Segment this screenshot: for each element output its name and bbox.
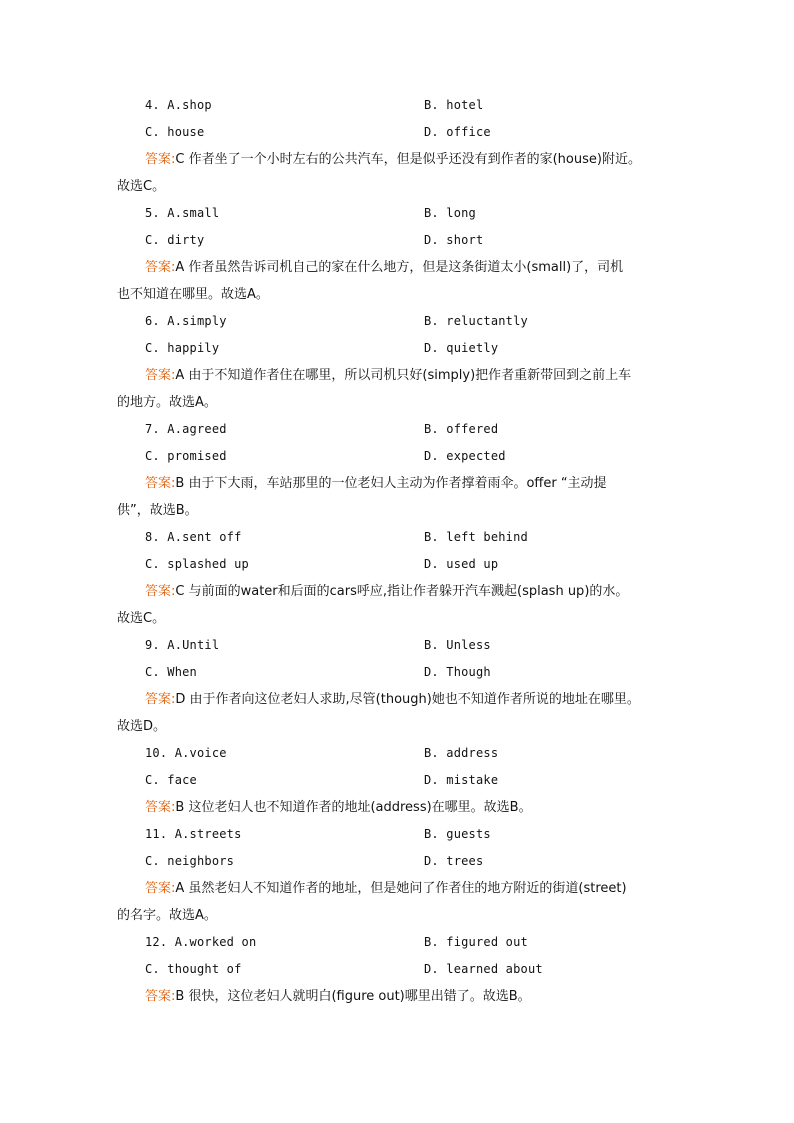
answer-explanation <box>117 254 682 308</box>
question-block <box>0 308 794 416</box>
option-b: B. hotel <box>424 98 484 112</box>
answer-explanation <box>117 794 682 821</box>
option-d: D. expected <box>424 449 506 463</box>
answer-explanation <box>117 686 682 740</box>
options-row <box>0 632 794 659</box>
options-row <box>0 551 794 578</box>
answer-text-continued: 故选C。 <box>117 179 166 194</box>
answer-explanation <box>117 146 682 200</box>
answer-text: A 虽然老妇人不知道作者的地址，但是她问了作者住的地方附近的街道(street) <box>175 881 627 896</box>
option-b: B. left behind <box>424 530 528 544</box>
answer-text: B 由于下大雨，车站那里的一位老妇人主动为作者撑着雨伞。offer “主动提 <box>175 476 607 491</box>
option-d: D. trees <box>424 854 484 868</box>
option-c: C. When <box>145 665 197 679</box>
answer-line <box>117 470 682 497</box>
option-a: 5. A.small <box>145 206 220 220</box>
option-c: C. happily <box>145 341 220 355</box>
option-a: 8. A.sent off <box>145 530 242 544</box>
options-row <box>0 929 794 956</box>
option-a: 11. A.streets <box>145 827 242 841</box>
answer-text: C 与前面的water和后面的cars呼应,指让作者躲开汽车溅起(splash up)的水。 <box>175 584 629 599</box>
answer-explanation <box>117 578 682 632</box>
options-row <box>0 227 794 254</box>
answer-label: 答案: <box>145 989 176 1004</box>
options-row <box>0 821 794 848</box>
answer-line <box>117 578 682 605</box>
answer-label: 答案: <box>145 800 176 815</box>
option-a: 10. A.voice <box>145 746 227 760</box>
answer-line <box>117 794 682 821</box>
option-c: C. house <box>145 125 205 139</box>
question-block <box>0 524 794 632</box>
question-block <box>0 821 794 929</box>
options-row <box>0 119 794 146</box>
answer-label: 答案: <box>145 368 176 383</box>
answer-text-continued: 的名字。故选A。 <box>117 908 217 923</box>
options-row <box>0 416 794 443</box>
question-list <box>0 92 794 1010</box>
answer-explanation <box>117 875 682 929</box>
option-b: B. figured out <box>424 935 528 949</box>
answer-line <box>117 254 682 281</box>
answer-text: A 作者虽然告诉司机自己的家在什么地方，但是这条街道太小(small)了，司机 <box>175 260 624 275</box>
answer-line <box>117 146 682 173</box>
option-c: C. face <box>145 773 197 787</box>
answer-line <box>117 686 682 713</box>
option-c: C. dirty <box>145 233 205 247</box>
options-row <box>0 200 794 227</box>
option-c: C. neighbors <box>145 854 235 868</box>
answer-explanation <box>117 983 682 1010</box>
answer-text: C 作者坐了一个小时左右的公共汽车，但是似乎还没有到作者的家(house)附近。 <box>175 152 641 167</box>
option-d: D. quietly <box>424 341 499 355</box>
answer-text: B 这位老妇人也不知道作者的地址(address)在哪里。故选B。 <box>175 800 532 815</box>
option-b: B. reluctantly <box>424 314 528 328</box>
option-d: D. used up <box>424 557 499 571</box>
answer-label: 答案: <box>145 152 176 167</box>
options-row <box>0 740 794 767</box>
answer-explanation <box>117 470 682 524</box>
option-d: D. Though <box>424 665 491 679</box>
answer-text: B 很快，这位老妇人就明白(figure out)哪里出错了。故选B。 <box>175 989 531 1004</box>
question-block <box>0 200 794 308</box>
question-block <box>0 929 794 1010</box>
option-a: 12. A.worked on <box>145 935 257 949</box>
options-row <box>0 767 794 794</box>
answer-text-continued: 的地方。故选A。 <box>117 395 217 410</box>
option-d: D. office <box>424 125 491 139</box>
answer-label: 答案: <box>145 260 176 275</box>
answer-text-continued: 故选C。 <box>117 611 166 626</box>
option-a: 6. A.simply <box>145 314 227 328</box>
options-row <box>0 524 794 551</box>
answer-text-continued: 故选D。 <box>117 719 167 734</box>
question-block <box>0 92 794 200</box>
answer-label: 答案: <box>145 881 176 896</box>
option-a: 7. A.agreed <box>145 422 227 436</box>
question-block <box>0 416 794 524</box>
question-block <box>0 632 794 740</box>
option-b: B. guests <box>424 827 491 841</box>
options-row <box>0 92 794 119</box>
options-row <box>0 848 794 875</box>
option-b: B. Unless <box>424 638 491 652</box>
answer-label: 答案: <box>145 476 176 491</box>
option-c: C. promised <box>145 449 227 463</box>
option-b: B. long <box>424 206 476 220</box>
answer-text-continued: 也不知道在哪里。故选A。 <box>117 287 269 302</box>
option-d: D. mistake <box>424 773 499 787</box>
option-b: B. offered <box>424 422 499 436</box>
options-row <box>0 956 794 983</box>
answer-text: D 由于作者向这位老妇人求助,尽管(though)她也不知道作者所说的地址在哪里。 <box>175 692 640 707</box>
answer-line <box>117 362 682 389</box>
answer-text-continued: 供”，故选B。 <box>117 503 198 518</box>
question-block <box>0 740 794 821</box>
answer-line <box>117 983 682 1010</box>
answer-text: A 由于不知道作者住在哪里，所以司机只好(simply)把作者重新带回到之前上车 <box>175 368 632 383</box>
option-b: B. address <box>424 746 499 760</box>
answer-label: 答案: <box>145 692 176 707</box>
options-row <box>0 335 794 362</box>
answer-line <box>117 875 682 902</box>
option-a: 4. A.shop <box>145 98 212 112</box>
option-d: D. learned about <box>424 962 543 976</box>
option-a: 9. A.Until <box>145 638 220 652</box>
option-d: D. short <box>424 233 484 247</box>
options-row <box>0 443 794 470</box>
options-row <box>0 308 794 335</box>
option-c: C. thought of <box>145 962 242 976</box>
options-row <box>0 659 794 686</box>
option-c: C. splashed up <box>145 557 249 571</box>
answer-explanation <box>117 362 682 416</box>
answer-label: 答案: <box>145 584 176 599</box>
